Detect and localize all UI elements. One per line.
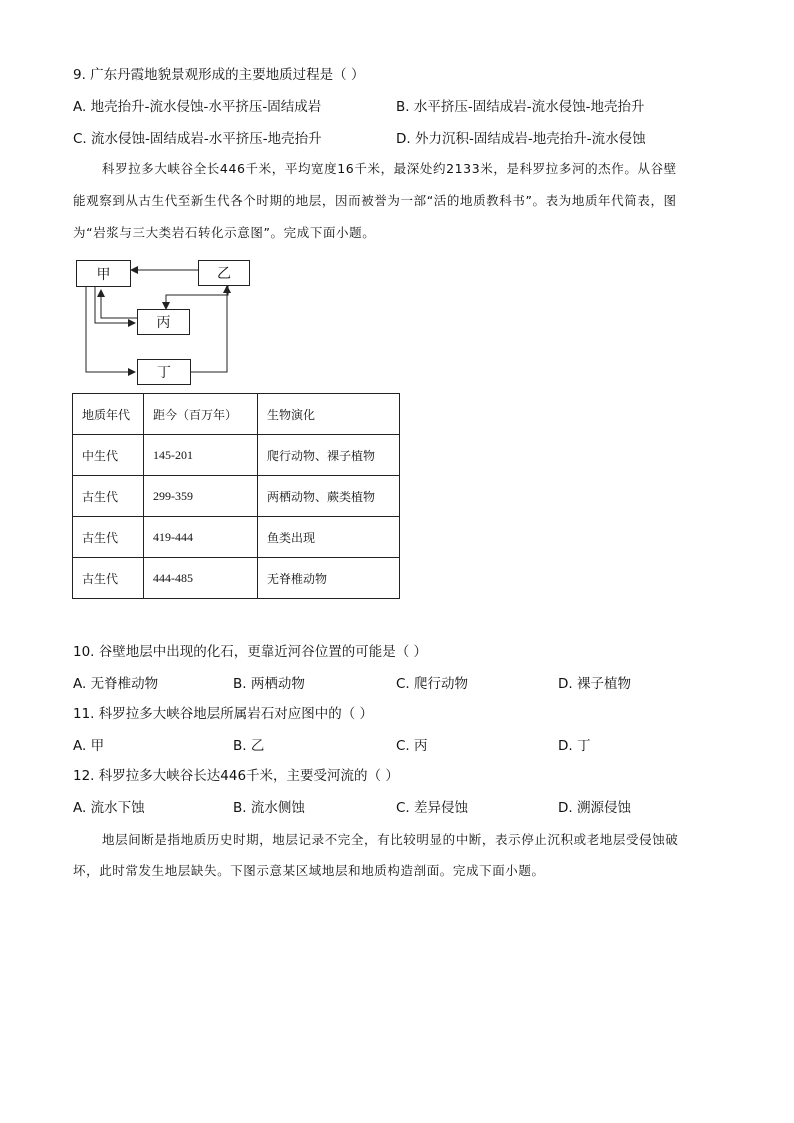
question-12-option-d: D. 溯源侵蚀	[558, 800, 631, 816]
question-10-option-c: C. 爬行动物	[396, 676, 469, 692]
arrow-bing-to-jia	[101, 290, 137, 318]
table-cell: 444-485	[144, 558, 258, 599]
table-header-cell: 距今（百万年）	[144, 394, 258, 435]
table-header-row	[73, 394, 400, 435]
table-header-cell: 生物演化	[258, 394, 400, 435]
question-10-stem: 10. 谷壁地层中出现的化石，更靠近河谷位置的可能是（ ）	[73, 644, 428, 660]
table-cell: 419-444	[144, 517, 258, 558]
table-cell: 古生代	[73, 476, 144, 517]
table-row	[73, 476, 400, 517]
table-cell: 古生代	[73, 558, 144, 599]
table-cell: 299-359	[144, 476, 258, 517]
question-12-option-c: C. 差异侵蚀	[396, 800, 469, 816]
question-12-option-a: A. 流水下蚀	[73, 800, 145, 816]
question-9-option-a: A. 地壳抬升-流水侵蚀-水平挤压-固结成岩	[73, 99, 322, 115]
question-10-option-d: D. 裸子植物	[558, 676, 631, 692]
question-10-option-b: B. 两栖动物	[233, 676, 305, 692]
table-cell: 鱼类出现	[258, 517, 400, 558]
box-bing: 丙	[137, 309, 190, 335]
question-11-option-a: A. 甲	[73, 738, 105, 754]
arrow-ding-to-yi	[191, 286, 227, 372]
question-12-option-b: B. 流水侧蚀	[233, 800, 305, 816]
box-ding: 丁	[137, 359, 191, 385]
question-11-option-b: B. 乙	[233, 738, 265, 754]
table-cell: 爬行动物、裸子植物	[258, 435, 400, 476]
table-row	[73, 558, 400, 599]
question-12-stem: 12. 科罗拉多大峡谷长达446千米，主要受河流的（ ）	[73, 768, 399, 784]
passage-2-line-1: 地层间断是指地质历史时期，地层记录不完全，有比较明显的中断，表示停止沉积或老地层受侵蚀破	[102, 832, 679, 847]
box-jia: 甲	[76, 260, 131, 287]
arrow-yi-to-bing	[166, 282, 228, 309]
passage-1-line-2: 能观察到从古生代至新生代各个时期的地层，因而被誉为一部“活的地质教科书”。表为地质年代简表，图	[73, 193, 677, 208]
question-10-option-a: A. 无脊椎动物	[73, 676, 159, 692]
table-header-cell: 地质年代	[73, 394, 144, 435]
question-11-option-d: D. 丁	[558, 738, 591, 754]
passage-1-line-1: 科罗拉多大峡谷全长446千米，平均宽度16千米，最深处约2133米，是科罗拉多河的杰作。从谷壁	[102, 161, 677, 176]
geologic-era-table	[72, 393, 400, 599]
passage-2-line-2: 坏，此时常发生地层缺失。下图示意某区域地层和地质构造剖面。完成下面小题。	[73, 863, 545, 878]
question-9-option-c: C. 流水侵蚀-固结成岩-水平挤压-地壳抬升	[73, 131, 322, 147]
question-9-option-d: D. 外力沉积-固结成岩-地壳抬升-流水侵蚀	[396, 131, 646, 147]
question-11-option-c: C. 丙	[396, 738, 428, 754]
passage-1-line-3: 为“岩浆与三大类岩石转化示意图”。完成下面小题。	[73, 225, 376, 240]
table-row	[73, 435, 400, 476]
table-row	[73, 517, 400, 558]
arrow-jia-to-ding	[86, 287, 135, 372]
table-cell: 中生代	[73, 435, 144, 476]
table-cell: 145-201	[144, 435, 258, 476]
question-11-stem: 11. 科罗拉多大峡谷地层所属岩石对应图中的（ ）	[73, 706, 374, 722]
question-9-stem: 9. 广东丹霞地貌景观形成的主要地质过程是（ ）	[73, 67, 365, 83]
table-cell: 无脊椎动物	[258, 558, 400, 599]
table-cell: 古生代	[73, 517, 144, 558]
box-yi: 乙	[198, 260, 250, 286]
table-cell: 两栖动物、蕨类植物	[258, 476, 400, 517]
question-9-option-b: B. 水平挤压-固结成岩-流水侵蚀-地壳抬升	[396, 99, 645, 115]
